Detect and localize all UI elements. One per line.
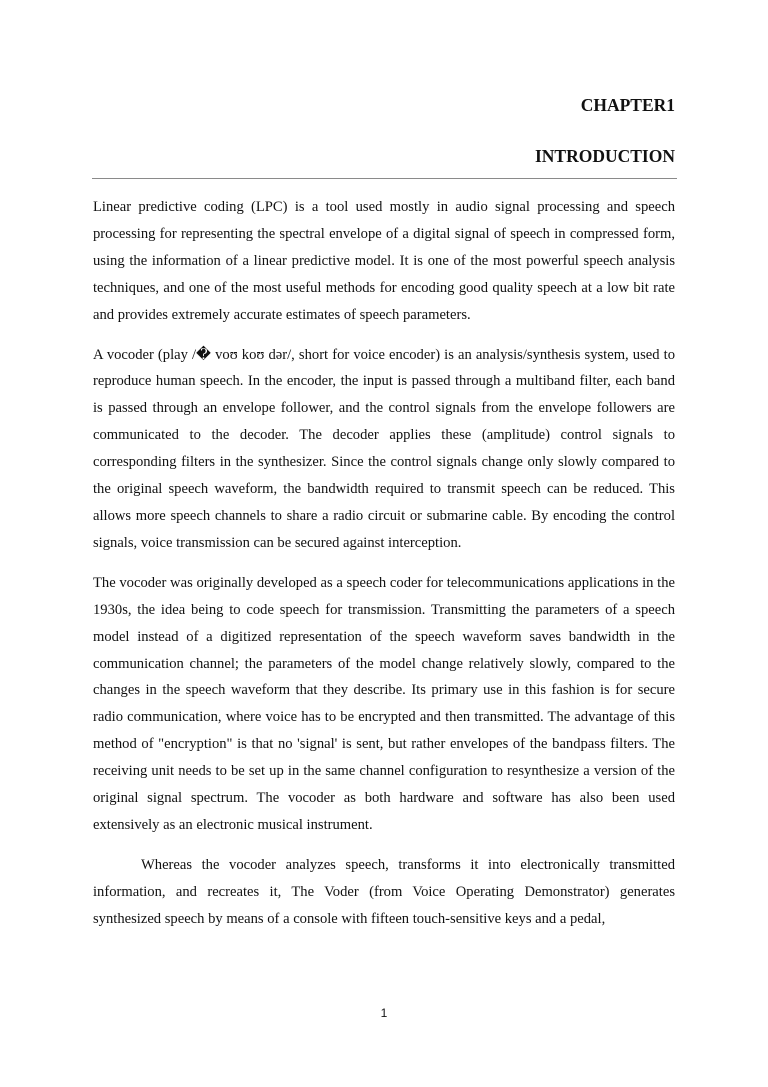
paragraph-vocoder-history: The vocoder was originally developed as a speech coder for telecommunications applications in the 1930s, the idea being to code speech for transmission. Transmitting the parameters of a speech model instead of a digitized representation of the speech waveform saves bandwidth in the communication channel; the parameters of the model change relatively slowly, compared to the changes in the speech waveform that they describe. Its primary use in this fashion is for secure radio communication, where voice has to be encrypted and then transmitted. The advantage of this method of "encryption" is that no 'signal' is sent, but rather envelopes of the bandpass filters. The receiving unit needs to be set up in the same channel configuration to resynthesize a version of the original signal spectrum. The vocoder as both hardware and software has also been used extensively as an electronic musical instrument. <box>93 574 675 833</box>
paragraph-lpc-intro: Linear predictive coding (LPC) is a tool used mostly in audio signal processing and speech processing for representing the spectral envelope of a digital signal of speech in compressed form, using the information of a linear predictive model. It is one of the most powerful speech analysis techniques, and one of the most useful methods for encoding good quality speech at a low bit rate and provides extremely accurate estimates of speech parameters. <box>93 199 675 323</box>
chapter-label: CHAPTER1 <box>580 95 675 115</box>
chapter-title: INTRODUCTION <box>534 146 675 166</box>
paragraph-voder: Whereas the vocoder analyzes speech, transforms it into electronically transmitted information, and recreates it, The Voder (from Voice Operating Demonstrator) generates synthesized speech by means of a console with fifteen touch-sensitive keys and a pedal, <box>93 856 675 927</box>
page-number: 1 <box>380 1006 388 1020</box>
paragraph-vocoder-definition: A vocoder (play /� voʊ koʊ dər/, short for voice encoder) is an analysis/synthesis system, used to reproduce human speech. In the encoder, the input is passed through a multiband filter, each band is passed through an envelope follower, and the control signals from the envelope followers are communicated to the decoder. The decoder applies these (amplitude) control signals to corresponding filters in the synthesizer. Since the control signals change only slowly compared to the original speech waveform, the bandwidth required to transmit speech can be reduced. This allows more speech channels to share a radio circuit or submarine cable. By encoding the control signals, voice transmission can be secured against interception. <box>93 346 675 551</box>
body-text <box>93 194 675 946</box>
title-divider <box>92 178 677 179</box>
